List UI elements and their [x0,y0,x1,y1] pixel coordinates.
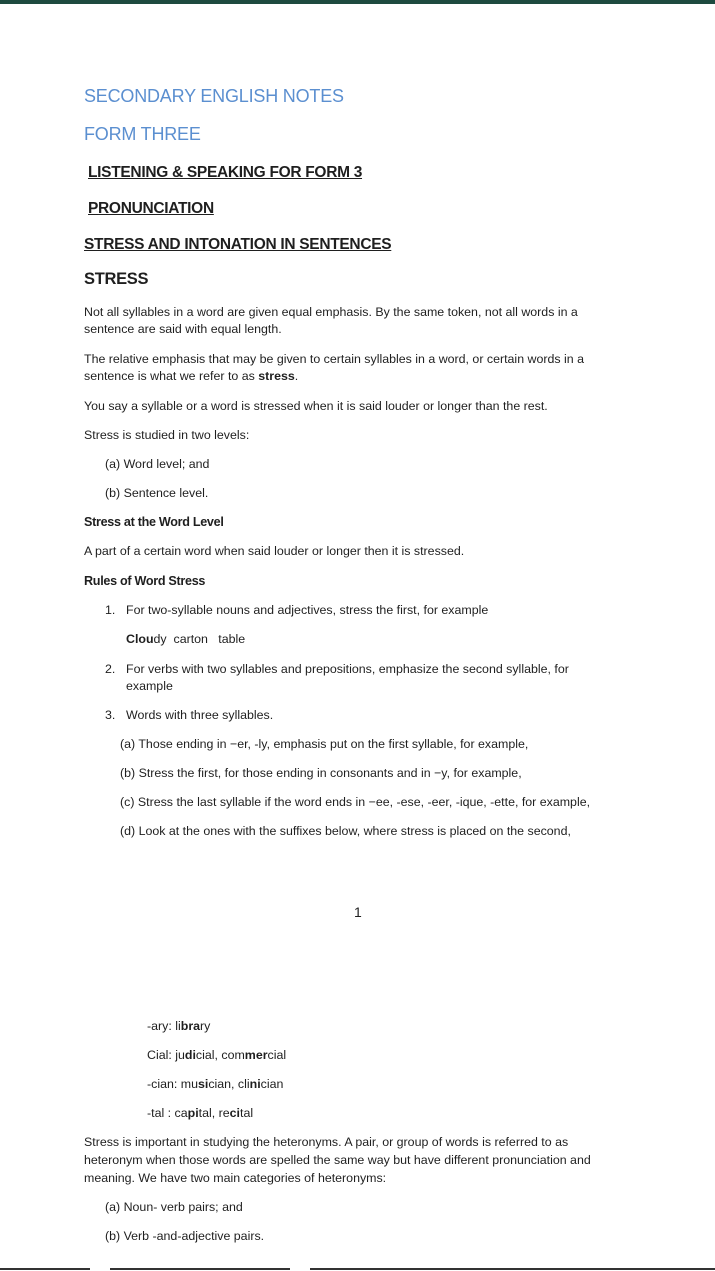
word-part: ju [175,1048,185,1062]
word-part: cial, com [195,1048,245,1062]
rule-2-number: 2. [105,662,116,676]
paragraph-1-line-1: Not all syllables in a word are given equal emphasis. By the same token, not all words in a [84,305,578,319]
stressed-syllable: mer [244,1048,268,1062]
rule-1-text: For two-syllable nouns and adjectives, stress the first, for example [126,603,489,617]
word-part: cian, cli [208,1077,250,1091]
stressed-syllable: di [184,1048,196,1062]
word-level-text: A part of a certain word when said louder or longer then it is stressed. [84,544,465,558]
paragraph-2-line-2 [84,368,298,385]
suffix-cial [147,1047,286,1064]
form-heading: FORM THREE [84,124,201,144]
word-part: mu [180,1077,198,1091]
heteronym-category-a: (a) Noun- verb pairs; and [105,1200,243,1214]
word-part: ry [200,1019,211,1033]
stressed-syllable: si [197,1077,209,1091]
paragraph-4: Stress is studied in two levels: [84,428,250,442]
stressed-syllable: Clou [126,632,154,646]
heteronyms-line-2: heteronym when those words are spelled the same way but have different pronunciation and [84,1153,591,1167]
rule-3b: (b) Stress the first, for those ending in consonants and in −y, for example, [120,766,522,780]
word-part: ca [174,1106,188,1120]
heteronyms-line-1: Stress is important in studying the heteronyms. A pair, or group of words is referred to as [84,1135,569,1149]
stress-term: stress [258,369,295,383]
suffix-label: -cian: [147,1077,181,1091]
paragraph-2-line-1: The relative emphasis that may be given to certain syllables in a word, or certain words in a [84,352,584,366]
heteronym-category-b: (b) Verb -and-adjective pairs. [105,1229,265,1243]
document-title: SECONDARY ENGLISH NOTES [84,86,344,106]
suffix-ary [147,1018,210,1035]
suffix-cian [147,1076,283,1093]
rule-2-line-1: For verbs with two syllables and prepositions, emphasize the second syllable, for [126,662,569,676]
stressed-syllable: bra [180,1019,201,1033]
rule-1-examples [126,631,245,648]
rules-heading: Rules of Word Stress [84,574,206,588]
level-a: (a) Word level; and [105,457,210,471]
rule-3c: (c) Stress the last syllable if the word ends in −ee, -ese, -eer, -ique, -ette, for example, [120,795,591,809]
rule-3a: (a) Those ending in −er, -ly, emphasis put on the first syllable, for example, [120,737,529,751]
page-number: 1 [354,904,362,920]
word-part: tal, re [198,1106,230,1120]
rule-3-text: Words with three syllables. [126,708,274,722]
word-part: li [175,1019,181,1033]
paragraph-3: You say a syllable or a word is stressed when it is said louder or longer than the rest. [84,399,548,413]
stress-intonation-heading: STRESS AND INTONATION IN SENTENCES [84,236,392,253]
pronunciation-heading: PRONUNCIATION [88,200,214,217]
word-part: tal [240,1106,254,1120]
stressed-syllable: pi [187,1106,199,1120]
paragraph-1-line-2: sentence are said with equal length. [84,322,282,336]
suffix-label: Cial: [147,1048,176,1062]
stress-heading: STRESS [84,270,149,288]
paragraph-2-end: . [294,369,299,383]
stressed-syllable: ci [229,1106,240,1120]
word-part: cial [267,1048,287,1062]
heteronyms-line-3: meaning. We have two main categories of heteronyms: [84,1171,387,1185]
word-part: cian [260,1077,284,1091]
rule-2-line-2: example [126,679,173,693]
suffix-tal [147,1105,253,1122]
rule-3-number: 3. [105,708,116,722]
word-level-heading: Stress at the Word Level [84,515,224,529]
examples-rest: dy carton table [153,632,246,646]
listening-heading: LISTENING & SPEAKING FOR FORM 3 [88,164,363,181]
top-status-bar [0,0,715,4]
rule-1-number: 1. [105,603,116,617]
suffix-label: -ary: [147,1019,176,1033]
stressed-syllable: ni [249,1077,261,1091]
level-b: (b) Sentence level. [105,486,209,500]
suffix-label: -tal : [147,1106,175,1120]
rule-3d: (d) Look at the ones with the suffixes below, where stress is placed on the second, [120,824,571,838]
paragraph-2-text: sentence is what we refer to as [84,369,259,383]
